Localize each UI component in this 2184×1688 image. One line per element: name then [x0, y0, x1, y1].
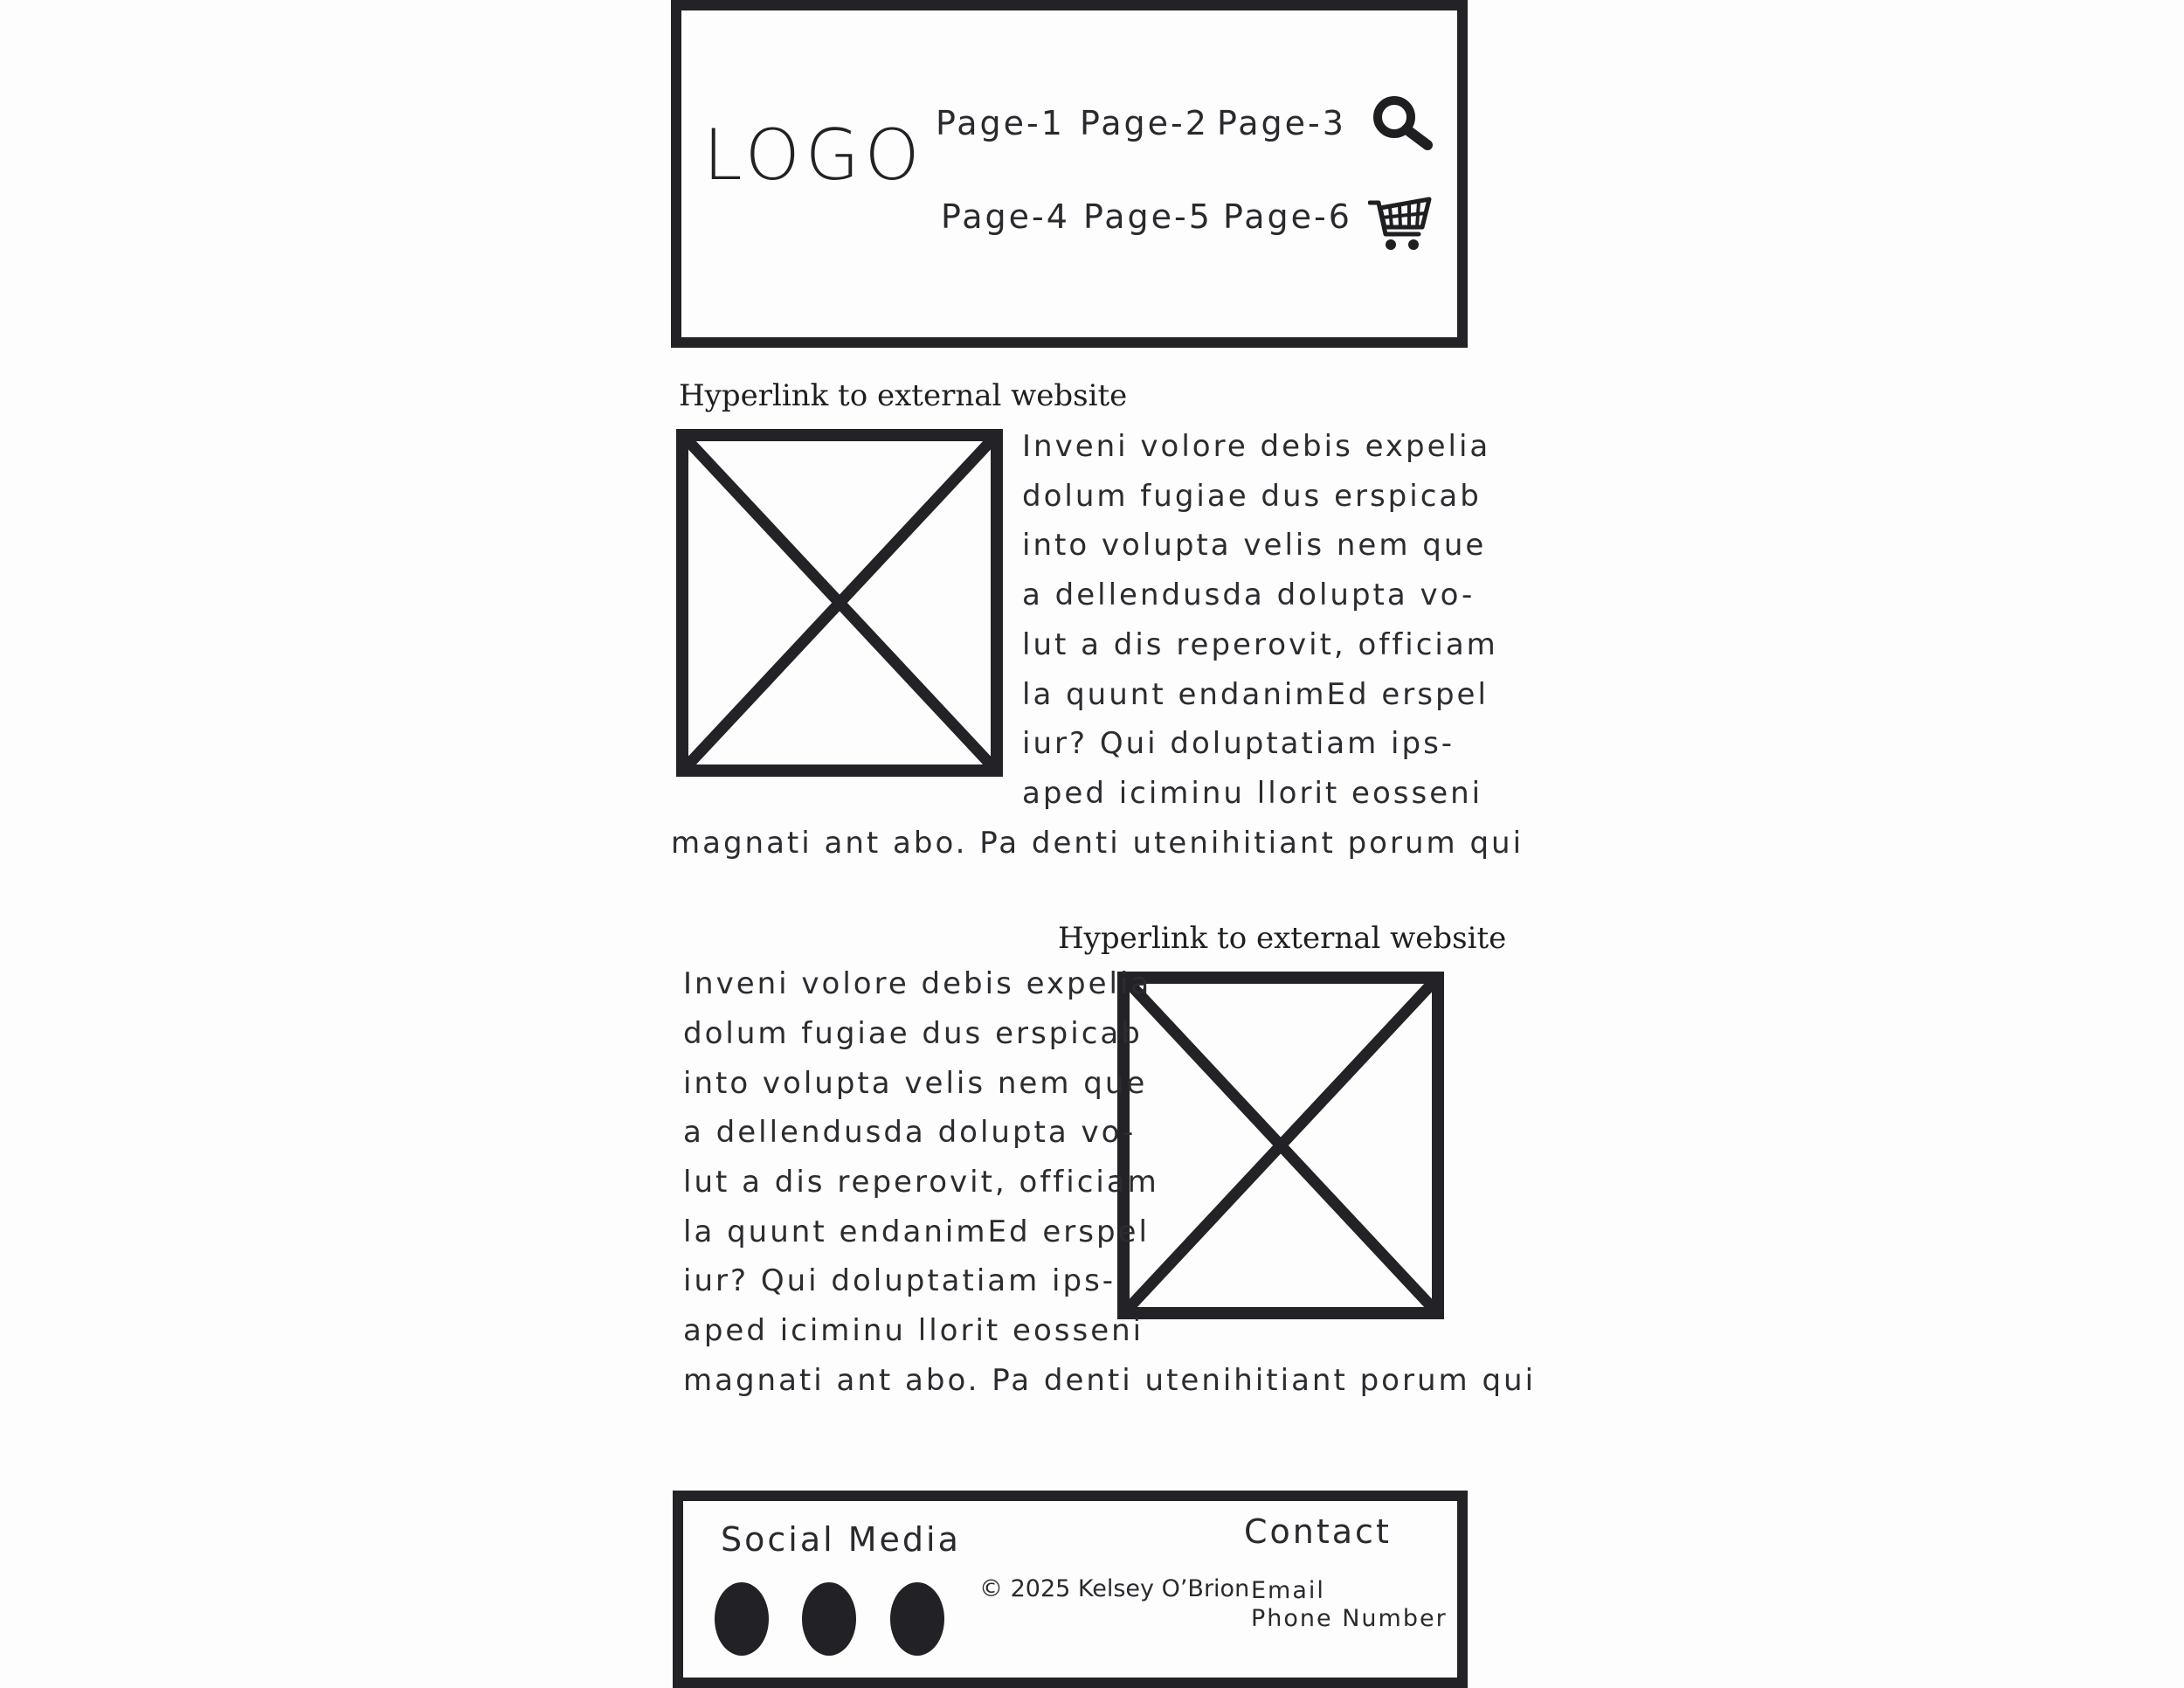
section-1-text-line: into volupta velis nem que	[1022, 528, 1487, 563]
section-2-text-line: into volupta velis nem que	[683, 1066, 1148, 1101]
section-1-text-line: a dellendusda dolupta vo-	[1022, 578, 1476, 612]
section-2-text-line: dolum fugiae dus erspicab	[683, 1016, 1143, 1051]
copyright-text: © 2025 Kelsey O’Brion	[979, 1575, 1250, 1602]
section-1-text-line: dolum fugiae dus erspicab	[1022, 479, 1482, 514]
contact-email-link[interactable]: Email	[1251, 1577, 1325, 1604]
section-2-text-line: a dellendusda dolupta vo-	[683, 1115, 1137, 1150]
section-2-text-line: lut a dis reperovit, officiam	[683, 1165, 1159, 1200]
nav-link-page-2[interactable]: Page-2	[1080, 104, 1209, 142]
nav-link-page-6[interactable]: Page-6	[1223, 197, 1352, 236]
nav-link-page-1[interactable]: Page-1	[936, 104, 1065, 142]
nav-link-page-5[interactable]: Page-5	[1083, 197, 1213, 236]
social-media-heading: Social Media	[721, 1520, 961, 1559]
section-2-hyperlink[interactable]: Hyperlink to external website	[1058, 921, 1507, 956]
social-media-link-2[interactable]	[802, 1582, 856, 1656]
cart-icon[interactable]	[1368, 190, 1433, 255]
section-1-text-line: magnati ant abo. Pa denti utenihitiant porum qui	[671, 826, 1524, 861]
section-2-text-line: aped iciminu llorit eosseni	[683, 1313, 1144, 1348]
social-media-link-1[interactable]	[715, 1582, 769, 1656]
section-1-image-placeholder-icon	[676, 429, 1003, 777]
section-1-text-line: aped iciminu llorit eosseni	[1022, 776, 1483, 811]
section-2-image-placeholder-icon	[1117, 972, 1444, 1319]
section-1-hyperlink[interactable]: Hyperlink to external website	[679, 378, 1128, 413]
section-1-text-line: iur? Qui doluptatiam ips-	[1022, 726, 1455, 761]
contact-phone-link[interactable]: Phone Number	[1251, 1605, 1448, 1632]
section-1-text-line: lut a dis reperovit, officiam	[1022, 627, 1498, 662]
nav-link-page-4[interactable]: Page-4	[941, 197, 1070, 236]
section-2-text-line: la quunt endanimEd erspel	[683, 1214, 1150, 1249]
section-1-text-line: Inveni volore debis expelia	[1022, 429, 1491, 464]
nav-link-page-3[interactable]: Page-3	[1217, 104, 1346, 142]
logo[interactable]: LOGO	[703, 114, 925, 196]
contact-heading: Contact	[1244, 1512, 1392, 1551]
search-icon[interactable]	[1370, 93, 1434, 157]
section-2-text-line: iur? Qui doluptatiam ips-	[683, 1263, 1116, 1298]
section-1-text-line: la quunt endanimEd erspel	[1022, 677, 1489, 712]
section-2-text-line: Inveni volore debis expelia	[683, 966, 1152, 1001]
social-media-link-3[interactable]	[890, 1582, 944, 1656]
section-2-text-line: magnati ant abo. Pa denti utenihitiant porum qui	[683, 1363, 1537, 1398]
